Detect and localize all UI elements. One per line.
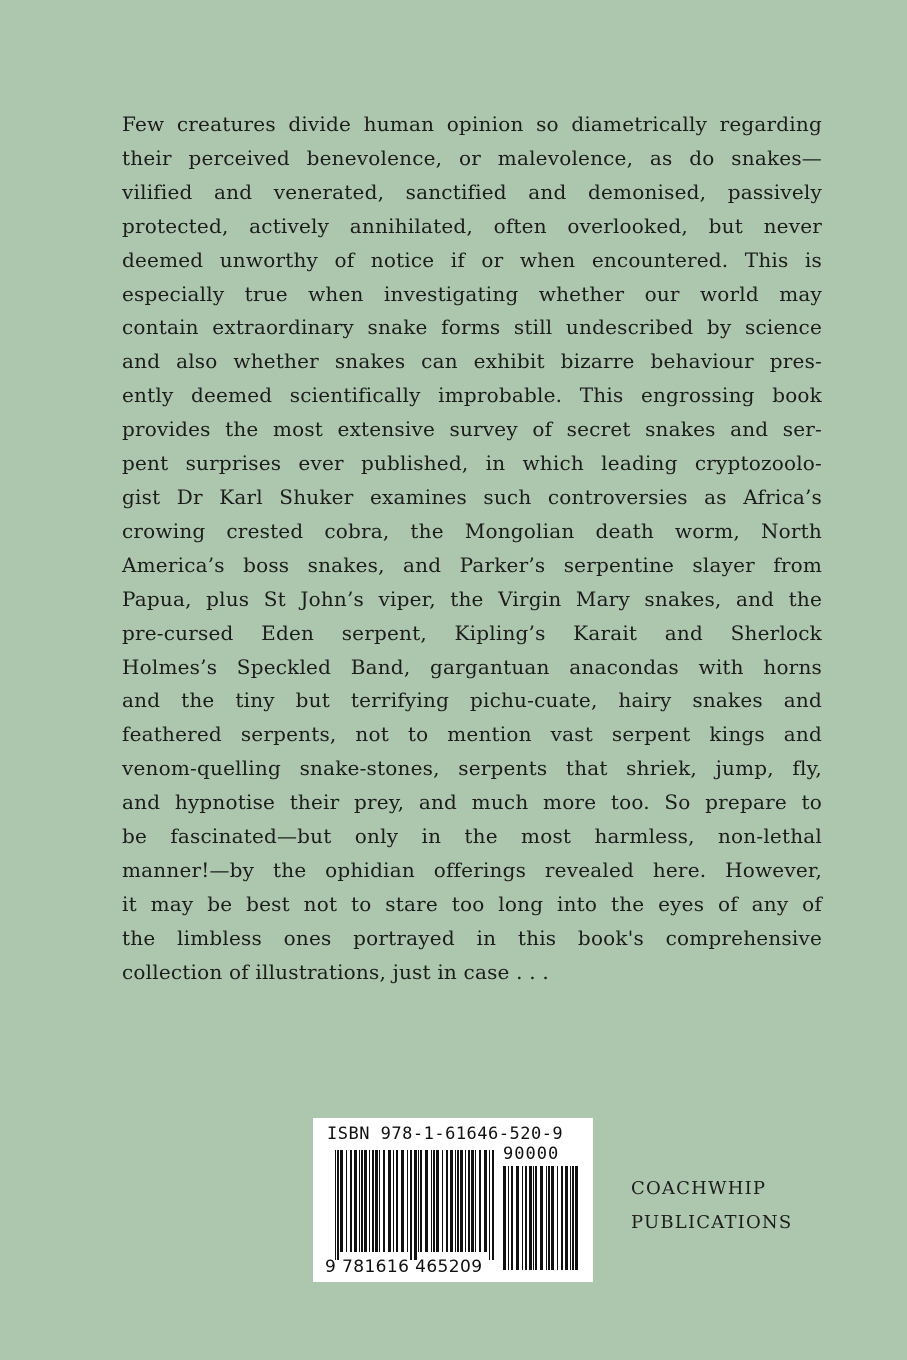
barcode-bar xyxy=(450,1150,453,1252)
description-line: manner!—by the ophidian offerings revealed here. However, xyxy=(122,857,822,882)
barcode-bar xyxy=(383,1150,385,1252)
barcode-bar xyxy=(436,1150,439,1252)
barcode-bar xyxy=(340,1150,343,1252)
description-line: crowing crested cobra, the Mongolian death worm, North xyxy=(122,518,822,543)
barcode-bar xyxy=(446,1150,448,1252)
description-line: ently deemed scientifically improbable. This engrossing book xyxy=(122,383,822,408)
barcode-bar xyxy=(508,1166,509,1270)
barcode-bar xyxy=(354,1150,357,1252)
barcode-bar xyxy=(379,1150,380,1252)
barcode-bar xyxy=(442,1150,443,1252)
barcode-bar xyxy=(425,1150,428,1252)
barcode-bar xyxy=(529,1166,532,1270)
barcode-bar xyxy=(431,1150,432,1252)
back-cover-description xyxy=(122,108,822,990)
barcode-bar xyxy=(337,1150,339,1260)
barcode-bar xyxy=(346,1150,347,1252)
description-line: venom-quelling snake-stones, serpents that shriek, jump, fly, xyxy=(122,756,822,781)
barcode-bar xyxy=(471,1150,474,1252)
barcode-bar xyxy=(393,1150,394,1252)
barcode-bar xyxy=(457,1150,459,1252)
barcode-bar xyxy=(388,1150,391,1252)
description-line: Few creatures divide human opinion so diametrically regarding xyxy=(122,112,822,136)
barcode-bar xyxy=(433,1150,435,1252)
price-addon-digits: 90000 xyxy=(503,1144,560,1164)
barcode-bar xyxy=(535,1166,537,1270)
description-line: America’s boss snakes, and Parker’s serpentine slayer from xyxy=(122,552,822,577)
barcode-bar xyxy=(369,1150,370,1252)
barcode-bar xyxy=(468,1150,470,1252)
isbn-label: ISBN 978-1-61646-520-9 xyxy=(327,1124,564,1144)
barcode-bar xyxy=(401,1150,404,1252)
barcode-bar xyxy=(572,1166,574,1270)
barcode-bar xyxy=(335,1150,336,1260)
description-line: vilified and venerated, sanctified and demonised, passively xyxy=(122,179,822,204)
barcode-bar xyxy=(557,1166,558,1270)
barcode-bar xyxy=(396,1150,398,1252)
barcode-bar xyxy=(533,1166,534,1270)
description-line: protected, actively annihilated, often overlooked, but never xyxy=(122,213,822,238)
barcode-bar xyxy=(522,1166,523,1270)
barcode-bar xyxy=(465,1150,466,1252)
barcode-bar xyxy=(575,1166,578,1270)
description-line: Papua, plus St John’s viper, the Virgin Mary snakes, and the xyxy=(122,586,822,611)
barcode-bar xyxy=(359,1150,360,1252)
description-line: provides the most extensive survey of secret snakes and ser- xyxy=(122,417,822,442)
barcode-bar xyxy=(418,1150,419,1252)
isbn-barcode xyxy=(313,1118,593,1282)
barcode-bar xyxy=(361,1150,363,1252)
barcode-bar xyxy=(565,1166,568,1270)
description-line: contain extraordinary snake forms still undescribed by science xyxy=(122,315,822,340)
barcode-bar xyxy=(414,1150,417,1260)
barcode-bar xyxy=(492,1150,494,1260)
ean-digits: 9 781616 465209 xyxy=(325,1257,483,1277)
description-line: and also whether snakes can exhibit bizarre behaviour pres- xyxy=(122,349,822,374)
barcode-bar xyxy=(548,1166,550,1270)
barcode-bar xyxy=(460,1150,463,1252)
description-line: Holmes’s Speckled Band, gargantuan anacondas with horns xyxy=(122,654,822,679)
description-line: it may be best not to stare too long into the eyes of any of xyxy=(122,891,822,916)
barcode-bar xyxy=(540,1166,543,1270)
description-line: be fascinated—but only in the most harmless, non-lethal xyxy=(122,824,822,849)
publisher-imprint xyxy=(631,1172,792,1240)
barcode-bar xyxy=(489,1150,490,1260)
barcode-bar xyxy=(570,1166,571,1270)
description-line: collection of illustrations, just in case . . . xyxy=(122,959,549,984)
barcode-bar xyxy=(407,1150,408,1252)
publisher-line-2: PUBLICATIONS xyxy=(631,1212,793,1233)
barcode-bar xyxy=(475,1150,476,1252)
barcode-bar xyxy=(350,1150,352,1252)
barcode-bar xyxy=(511,1166,513,1270)
description-line: pre-cursed Eden serpent, Kipling’s Karait and Sherlock xyxy=(122,620,822,645)
barcode-bar xyxy=(561,1166,563,1270)
barcode-bar xyxy=(551,1166,554,1270)
barcode-bar xyxy=(372,1150,374,1252)
description-line: especially true when investigating whether our world may xyxy=(122,281,822,306)
description-line: the limbless ones portrayed in this book's comprehensive xyxy=(122,925,822,950)
barcode-bar xyxy=(525,1166,527,1270)
barcode-bar xyxy=(364,1150,367,1252)
description-line: feathered serpents, not to mention vast serpent kings and xyxy=(122,722,822,747)
barcode-bar xyxy=(516,1166,519,1270)
description-line: and the tiny but terrifying pichu-cuate, hairy snakes and xyxy=(122,688,822,713)
barcode-bar xyxy=(503,1166,506,1270)
barcode-bar xyxy=(546,1166,547,1270)
barcode-bar xyxy=(375,1150,378,1252)
barcode-bar xyxy=(455,1150,456,1252)
description-line: their perceived benevolence, or malevolence, as do snakes— xyxy=(122,145,822,170)
barcode-bar xyxy=(410,1150,412,1260)
description-line: and hypnotise their prey, and much more too. So prepare to xyxy=(122,790,822,815)
barcode-bar xyxy=(420,1150,422,1252)
barcode-bar xyxy=(484,1150,487,1252)
publisher-line-1: COACHWHIP xyxy=(631,1178,767,1199)
description-line: gist Dr Karl Shuker examines such controversies as Africa’s xyxy=(122,484,822,509)
description-line: deemed unworthy of notice if or when encountered. This is xyxy=(122,247,822,272)
description-line: pent surprises ever published, in which leading cryptozoolo- xyxy=(122,451,822,476)
barcode-bar xyxy=(479,1150,481,1252)
